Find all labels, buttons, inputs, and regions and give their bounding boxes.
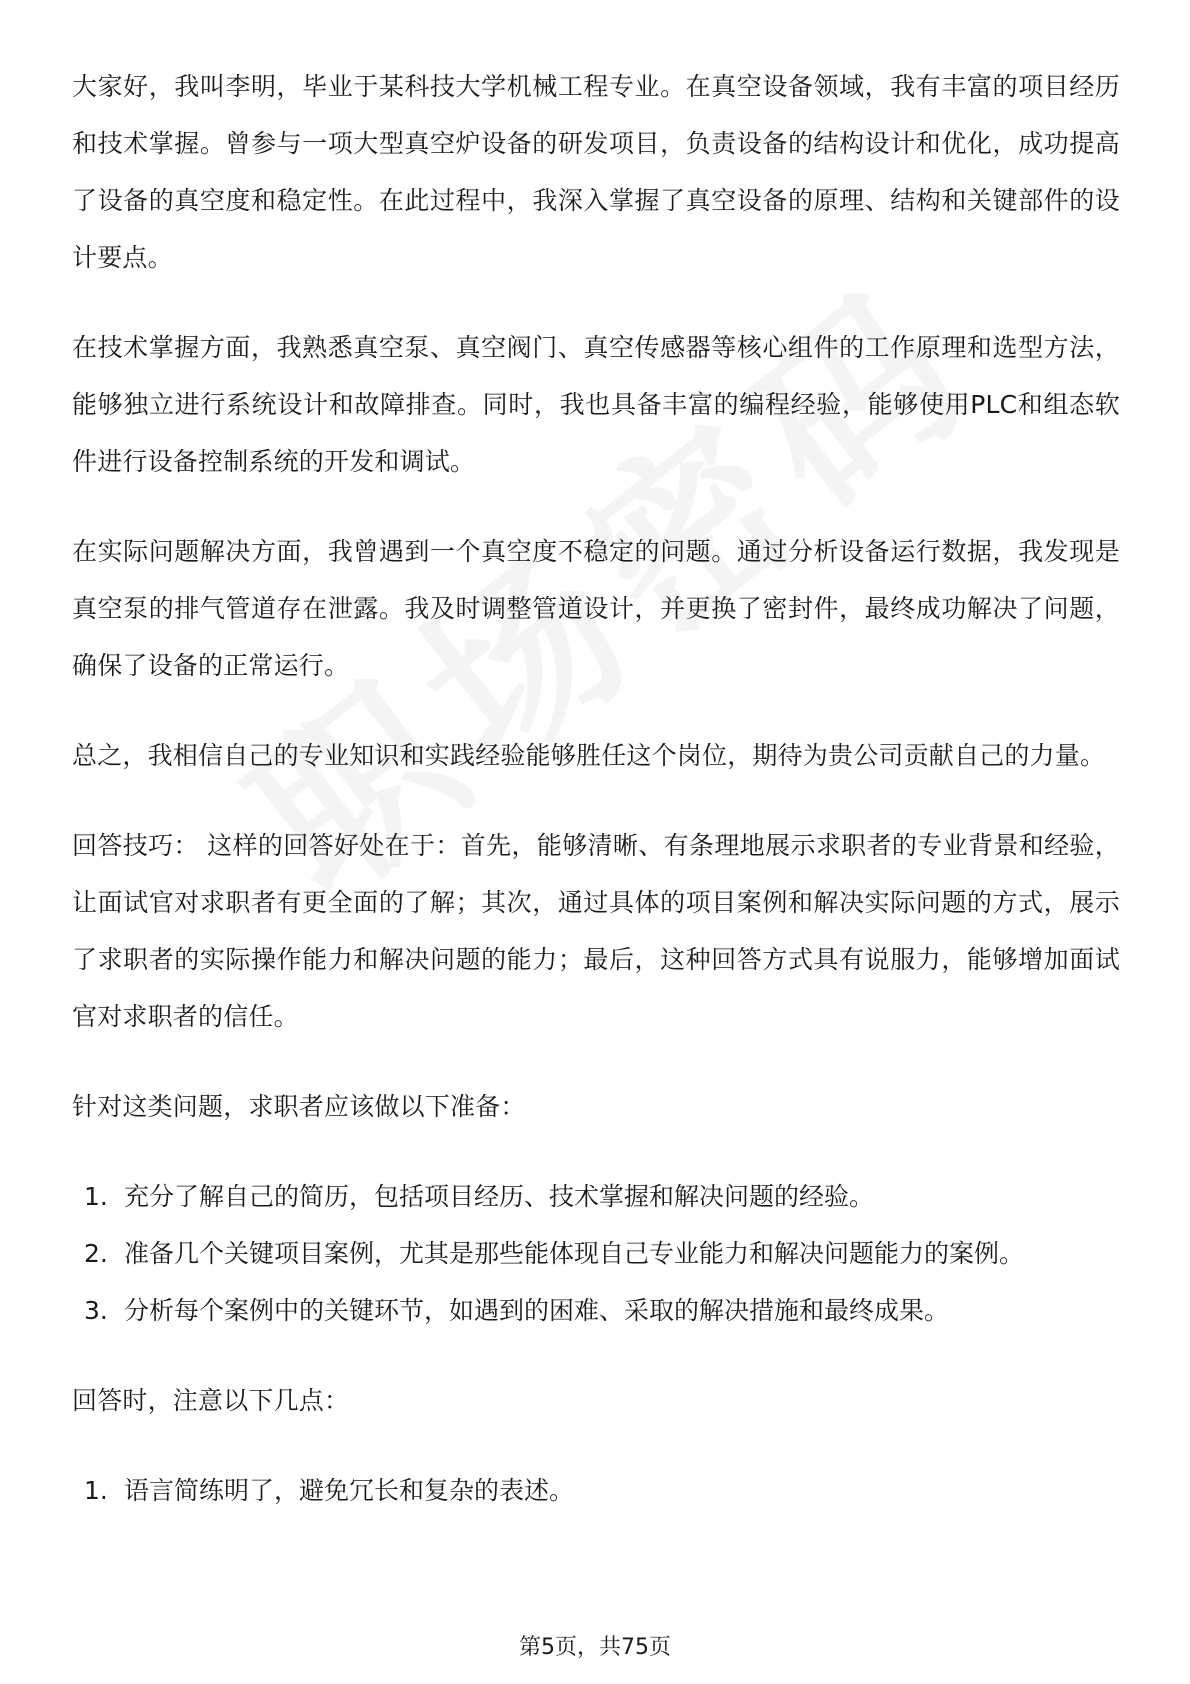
list-item-text: 分析每个案例中的关键环节，如遇到的困难、采取的解决措施和最终成果。 [124,1296,950,1325]
list-item-text: 语言简练明了，避免冗长和复杂的表述。 [124,1476,575,1505]
paragraph-answer-tips: 回答技巧： 这样的回答好处在于：首先，能够清晰、有条理地展示求职者的专业背景和经验，让面试官对求职者有更全面的了解；其次，通过具体的项目案例和解决实际问题的方式，展示了求职者的实际操作能力和解决问题的能力；最后，这种回答方式具有说服力，能够增加面试官对求职者的信任。 [72,831,1120,1031]
paragraph-conclusion: 总之，我相信自己的专业知识和实践经验能够胜任这个岗位，期待为贵公司贡献自己的力量。 [72,741,1106,770]
list-number: 2. [84,1239,108,1268]
list-number: 3. [84,1296,108,1325]
list-number: 1. [84,1182,108,1211]
prep-list [72,1168,1120,1339]
paragraph-skills: 在技术掌握方面，我熟悉真空泵、真空阀门、真空传感器等核心组件的工作原理和选型方法，能够独立进行系统设计和故障排查。同时，我也具备丰富的编程经验，能够使用PLC和组态软件进行设备控制系统的开发和调试。 [72,333,1120,476]
list-item [72,1168,1120,1225]
list-item [72,1462,1120,1519]
list-number: 1. [84,1476,108,1505]
paragraph-prep-intro: 针对这类问题，求职者应该做以下准备： [72,1092,526,1121]
notes-list [72,1462,1120,1519]
paragraph-problem-solving: 在实际问题解决方面，我曾遇到一个真空度不稳定的问题。通过分析设备运行数据，我发现是真空泵的排气管道存在泄露。我及时调整管道设计，并更换了密封件，最终成功解决了问题，确保了设备的正常运行。 [72,537,1120,680]
list-item [72,1282,1120,1339]
page-number-footer: 第5页，共75页 [519,1635,671,1660]
list-item-text: 充分了解自己的简历，包括项目经历、技术掌握和解决问题的经验。 [124,1182,875,1211]
list-item-text: 准备几个关键项目案例，尤其是那些能体现自己专业能力和解决问题能力的案例。 [124,1239,1025,1268]
paragraph-intro: 大家好，我叫李明，毕业于某科技大学机械工程专业。在真空设备领域，我有丰富的项目经历和技术掌握。曾参与一项大型真空炉设备的研发项目，负责设备的结构设计和优化，成功提高了设备的真空度和稳定性。在此过程中，我深入掌握了真空设备的原理、结构和关键部件的设计要点。 [72,72,1120,272]
paragraph-notes-intro: 回答时，注意以下几点： [72,1386,350,1415]
list-item [72,1225,1120,1282]
document-body [72,58,1120,1552]
